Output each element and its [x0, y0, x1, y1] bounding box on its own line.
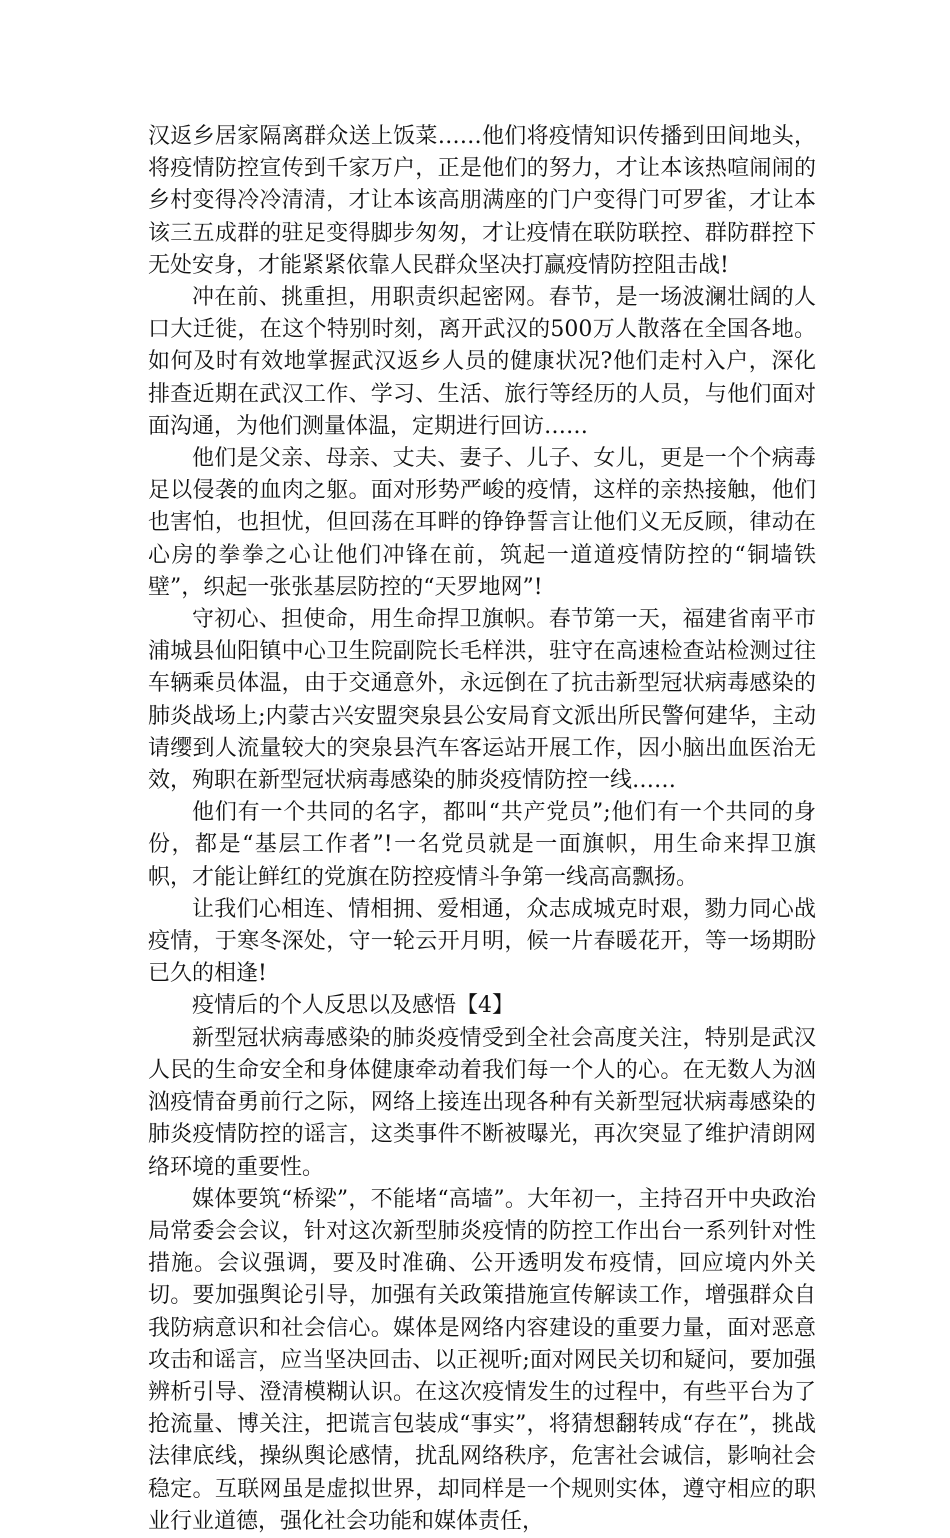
paragraph: 让我们心相连、情相拥、爱相通，众志成城克时艰，勠力同心战疫情，于寒冬深处，守一轮云开月明，候一片春暖花开，等一场期盼已久的相逢! — [148, 896, 816, 987]
paragraph: 媒体要筑“桥梁”，不能堵“高墙”。大年初一，主持召开中央政治局常委会会议，针对这次新型肺炎疫情的防控工作出台一系列针对性措施。会议强调，要及时准确、公开透明发布疫情，回应境内外关切。要加强舆论引导，加强有关政策措施宣传解读工作，增强群众自我防病意识和社会信心。媒体是网络内容建设的重要力量，面对恶意攻击和谣言，应当坚决回击、以正视听;面对网民关切和疑问，要加强辨析引导、澄清模糊认识。在这次疫情发生的过程中，有些平台为了抢流量、博关注，把谎言包装成“事实”，将猜想翻转成“存在”，挑战法律底线，操纵舆论感情，扰乱网络秩序，危害社会诚信，影响社会稳定。互联网虽是虚拟世界，却同样是一个规则实体，遵守相应的职业行业道德，强化社会功能和媒体责任， — [148, 1186, 816, 1534]
paragraph-continued: 汉返乡居家隔离群众送上饭菜……他们将疫情知识传播到田间地头，将疫情防控宣传到千家万户，正是他们的努力，才让本该热喧闹闹的乡村变得冷冷清清，才让本该高朋满座的门户变得门可罗雀，才让本该三五成群的驻足变得脚步匆匆，才让疫情在联防联控、群防群控下无处安身，才能紧紧依靠人民群众坚决打赢疫情防控阻击战! — [148, 124, 816, 278]
paragraph: 他们是父亲、母亲、丈夫、妻子、儿子、女儿，更是一个个病毒足以侵袭的血肉之躯。面对形势严峻的疫情，这样的亲热接触，他们也害怕，也担忧，但回荡在耳畔的铮铮誓言让他们义无反顾，律动在心房的拳拳之心让他们冲锋在前，筑起一道道疫情防控的“铜墙铁壁”，织起一张张基层防控的“天罗地网”! — [148, 446, 816, 600]
document-page — [148, 121, 816, 1538]
paragraph: 他们有一个共同的名字，都叫“共产党员”;他们有一个共同的身份，都是“基层工作者”!一名党员就是一面旗帜，用生命来捍卫旗帜，才能让鲜红的党旗在防控疫情斗争第一线高高飘扬。 — [148, 800, 816, 890]
section-heading: 疫情后的个人反思以及感悟【4】 — [192, 993, 514, 1019]
paragraph: 守初心、担使命，用生命捍卫旗帜。春节第一天，福建省南平市浦城县仙阳镇中心卫生院副院长毛样洪，驻守在高速检查站检测过往车辆乘员体温，由于交通意外，永远倒在了抗击新型冠状病毒感染的肺炎战场上;内蒙古兴安盟突泉县公安局育文派出所民警何建华，主动请缨到人流量较大的突泉县汽车客运站开展工作，因小脑出血医治无效，殉职在新型冠状病毒感染的肺炎疫情防控一线…… — [148, 607, 816, 794]
paragraph: 冲在前、挑重担，用职责织起密网。春节，是一场波澜壮阔的人口大迁徙，在这个特别时刻，离开武汉的500万人散落在全国各地。如何及时有效地掌握武汉返乡人员的健康状况?他们走村入户，深化排查近期在武汉工作、学习、生活、旅行等经历的人员，与他们面对面沟通，为他们测量体温，定期进行回访…… — [148, 285, 816, 439]
paragraph: 新型冠状病毒感染的肺炎疫情受到全社会高度关注，特别是武汉人民的生命安全和身体健康牵动着我们每一个人的心。在无数人为汹汹疫情奋勇前行之际，网络上接连出现各种有关新型冠状病毒感染的肺炎疫情防控的谣言，这类事件不断被曝光，再次突显了维护清朗网络环境的重要性。 — [148, 1025, 816, 1180]
